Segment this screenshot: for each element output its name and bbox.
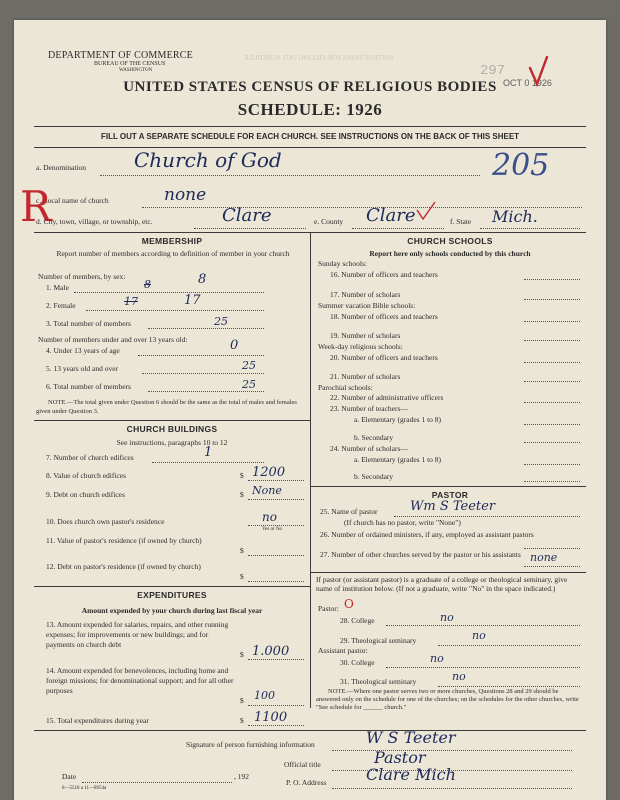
- q27-line: [524, 566, 580, 567]
- rule-graduate: [310, 572, 586, 573]
- membership-note: NOTE.—The total given under Question 6 should be the same as the total of males and females given under Question 3.: [36, 399, 297, 415]
- q13-dollar: $: [240, 650, 244, 659]
- q13-line: [248, 659, 304, 660]
- address-label: P. O. Address: [286, 778, 327, 787]
- q29-value: no: [472, 629, 486, 642]
- q9-line: [248, 499, 304, 500]
- expenditures-intro: Amount expended by your church during last fiscal year: [81, 606, 263, 615]
- q1-struck-value: 8: [144, 278, 151, 291]
- local-name-label: c. Local name of church: [36, 196, 109, 205]
- q1-line: [74, 292, 264, 293]
- state-value: Mich.: [492, 207, 538, 226]
- margin-mark-r: R: [20, 182, 52, 231]
- weekday-label: Week-day religious schools:: [318, 342, 403, 351]
- q21-label: 21. Number of scholars: [330, 372, 401, 381]
- q16-line: [524, 279, 580, 280]
- address-line: [332, 788, 572, 789]
- q5-label: 5. 13 years old and over: [46, 364, 119, 373]
- form-code: 8—5518 a 11—8954a: [62, 786, 107, 791]
- instructions-banner: FILL OUT A SEPARATE SCHEDULE FOR EACH CHURCH. SEE INSTRUCTIONS ON THE BACK OF THIS SHEET: [100, 132, 520, 141]
- rule-buildings: [34, 420, 310, 421]
- q11-label: 11. Value of pastor's residence (if owned by church): [46, 536, 202, 545]
- q22-line: [524, 402, 580, 403]
- pastor-sub-label: Pastor:: [318, 604, 339, 613]
- county-label: e. County: [314, 217, 344, 226]
- q7-label: 7. Number of church edifices: [46, 453, 134, 462]
- q24b-label: b. Secondary: [354, 472, 394, 481]
- q4-label: 4. Under 13 years of age: [46, 346, 120, 355]
- form-title: UNITED STATES CENSUS OF RELIGIOUS BODIES: [123, 79, 497, 95]
- q5-value: 25: [242, 359, 256, 372]
- q23-label: 23. Number of teachers—: [330, 404, 408, 413]
- q8-dollar: $: [240, 471, 244, 480]
- age-label: Number of members under and over 13 years old:: [38, 335, 188, 344]
- q6-line: [148, 391, 264, 392]
- county-check-icon: [414, 200, 438, 222]
- q23b-label: b. Secondary: [354, 433, 394, 442]
- q30-line: [386, 667, 580, 668]
- q10-value: no: [262, 510, 277, 524]
- q6-label: 6. Total number of members: [46, 382, 131, 391]
- q3-line: [148, 328, 264, 329]
- date-year-suffix: , 192: [234, 772, 249, 781]
- q18-label: 18. Number of officers and teachers: [330, 312, 438, 321]
- q24a-label: a. Elementary (grades 1 to 8): [354, 455, 442, 464]
- signature-line: [332, 750, 572, 751]
- denomination-label: a. Denomination: [36, 163, 86, 172]
- q8-value: 1200: [252, 465, 286, 480]
- denomination-value: Church of God: [134, 148, 282, 172]
- schools-heading: CHURCH SCHOOLS: [407, 236, 493, 246]
- q25-line: [394, 516, 580, 517]
- q7-line: [152, 462, 264, 463]
- q9-dollar: $: [240, 490, 244, 499]
- date-label: Date: [62, 772, 77, 781]
- buildings-heading: CHURCH BUILDINGS: [126, 424, 218, 434]
- bureau-label: BUREAU OF THE CENSUS: [94, 61, 166, 67]
- buildings-intro: See instructions, paragraphs 10 to 12: [116, 438, 228, 447]
- county-line: [352, 228, 444, 229]
- q26-label: 26. Number of ordained ministers, if any, employed as assistant pastors: [320, 530, 534, 539]
- q28-label: 28. College: [340, 616, 375, 625]
- assistant-pastor-label: Assistant pastor:: [318, 646, 368, 655]
- q3-label: 3. Total number of members: [46, 319, 131, 328]
- q28-line: [386, 625, 580, 626]
- q30-label: 30. College: [340, 658, 375, 667]
- date-line: [82, 782, 232, 783]
- q1-label: 1. Male: [46, 283, 69, 292]
- form-subtitle: SCHEDULE: 1926: [237, 100, 383, 119]
- address-value: Clare Mich: [366, 765, 456, 784]
- q15-line: [248, 725, 304, 726]
- q20-label: 20. Number of officers and teachers: [330, 353, 438, 362]
- q15-value: 1100: [254, 710, 288, 725]
- q14-value: 100: [254, 689, 275, 702]
- q31-label: 31. Theological seminary: [340, 677, 417, 686]
- q23b-line: [524, 442, 580, 443]
- q23a-label: a. Elementary (grades 1 to 8): [354, 415, 442, 424]
- q2-value: 17: [184, 293, 201, 308]
- q10-hint: Yes or No: [262, 527, 283, 532]
- city-line: [194, 228, 306, 229]
- department-label: DEPARTMENT OF COMMERCE: [48, 50, 193, 61]
- q25-label: 25. Name of pastor: [320, 507, 378, 516]
- signature-value: W S Teeter: [366, 728, 456, 747]
- pastor-heading: PASTOR: [431, 490, 469, 500]
- q17-line: [524, 299, 580, 300]
- q11-dollar: $: [240, 546, 244, 555]
- q10-line: [248, 525, 304, 526]
- q12-dollar: $: [240, 572, 244, 581]
- q3-value: 25: [214, 315, 228, 328]
- q2-line: [86, 310, 264, 311]
- q27-value: none: [530, 551, 558, 564]
- q23a-line: [524, 424, 580, 425]
- q4-line: [138, 355, 264, 356]
- q20-line: [524, 362, 580, 363]
- q2-struck-value: 17: [124, 295, 138, 308]
- graduate-intro: If pastor (or assistant pastor) is a graduate of a college or theological seminary, give name of institution below. (If not a graduate, write "No" in the space indicated.): [316, 575, 568, 593]
- q12-label: 12. Debt on pastor's residence (if owned by church): [46, 562, 201, 571]
- sunday-label: Sunday schools:: [318, 259, 367, 268]
- rule-top: [34, 126, 586, 127]
- denomination-line: [100, 175, 480, 176]
- q25-hint: (If church has no pastor, write "None"): [344, 518, 461, 527]
- membership-intro: Report number of members according to definition of member in your church: [56, 249, 290, 258]
- q11-line: [248, 555, 304, 556]
- signature-label: Signature of person furnishing information: [186, 740, 315, 749]
- expenditures-heading: EXPENDITURES: [137, 590, 207, 600]
- by-sex-label: Number of members, by sex:: [38, 272, 126, 281]
- rule-signature: [34, 730, 586, 731]
- stamp-number: 297: [480, 63, 506, 79]
- q9-label: 9. Debt on church edifices: [46, 490, 125, 499]
- state-label: f. State: [450, 217, 472, 226]
- q19-label: 19. Number of scholars: [330, 331, 401, 340]
- q16-label: 16. Number of officers and teachers: [330, 270, 438, 279]
- q30-value: no: [430, 652, 444, 665]
- q15-dollar: $: [240, 716, 244, 725]
- q26-line: [524, 548, 580, 549]
- rule-pastor: [310, 486, 586, 487]
- official-title-label: Official title: [284, 760, 321, 769]
- local-name-value: none: [164, 185, 207, 205]
- city-value: Clare: [222, 205, 272, 226]
- city-label: WASHINGTON: [119, 68, 153, 73]
- pastor-note: NOTE.—Where one pastor serves two or more churches, Questions 28 and 29 should be answered only on the schedule for one of the churches; on the schedules for the other churches, write "See schedule for ______ church.": [316, 688, 579, 711]
- q31-value: no: [452, 670, 466, 683]
- q21-line: [524, 381, 580, 382]
- q25-value: Wm S Teeter: [410, 499, 496, 514]
- membership-heading: MEMBERSHIP: [141, 236, 203, 246]
- q15-label: 15. Total expenditures during year: [46, 716, 149, 725]
- q13-value: 1.000: [252, 644, 290, 659]
- q14-dollar: $: [240, 696, 244, 705]
- q8-line: [248, 480, 304, 481]
- q29-line: [438, 645, 580, 646]
- q13-label: 13. Amount expended for salaries, repairs, and other running expenses; for improvements or new buildings; and for payments on church debt: [46, 620, 229, 649]
- census-form-page: [14, 20, 606, 800]
- rule-expenditures: [34, 586, 310, 587]
- q9-value: None: [252, 484, 282, 497]
- q31-line: [438, 686, 580, 687]
- pastor-red-mark: O: [344, 597, 354, 611]
- q19-line: [524, 340, 580, 341]
- q29-label: 29. Theological seminary: [340, 636, 417, 645]
- q12-line: [248, 581, 304, 582]
- q28-value: no: [440, 611, 454, 624]
- q5-line: [142, 373, 264, 374]
- q2-label: 2. Female: [46, 301, 76, 310]
- q24a-line: [524, 464, 580, 465]
- faint-bleed-text: INSTRUCTIONS FOR FILLING OUT SCHEDULE: [244, 54, 394, 62]
- q27-label: 27. Number of other churches served by the pastor or his assistants: [320, 550, 521, 559]
- schools-intro: Report here only schools conducted by this church: [369, 249, 531, 258]
- parochial-label: Parochial schools:: [318, 383, 373, 392]
- q4-value: 0: [230, 338, 239, 353]
- q10-label: 10. Does church own pastor's residence: [46, 517, 165, 526]
- q6-value: 25: [242, 378, 256, 391]
- summer-label: Summer vacation Bible schools:: [318, 301, 416, 310]
- stamp-date: OCT 0 1926: [503, 78, 552, 88]
- q22-label: 22. Number of administrative officers: [330, 393, 444, 402]
- city-label: d. City, town, village, or township, etc.: [36, 217, 153, 226]
- q18-line: [524, 321, 580, 322]
- q17-label: 17. Number of scholars: [330, 290, 401, 299]
- q24b-line: [524, 481, 580, 482]
- official-title-value: Pastor: [374, 748, 426, 767]
- q8-label: 8. Value of church edifices: [46, 471, 127, 480]
- county-value: Clare: [366, 205, 416, 226]
- state-line: [480, 228, 580, 229]
- q14-line: [248, 705, 304, 706]
- q24-label: 24. Number of scholars—: [330, 444, 408, 453]
- q1-value: 8: [198, 272, 207, 287]
- denomination-code: 205: [492, 148, 550, 183]
- q7-value: 1: [204, 445, 213, 460]
- q14-label: 14. Amount expended for benevolences, including home and foreign missions; for denominational support; and for all other purposes: [46, 666, 234, 695]
- column-divider: [310, 232, 311, 708]
